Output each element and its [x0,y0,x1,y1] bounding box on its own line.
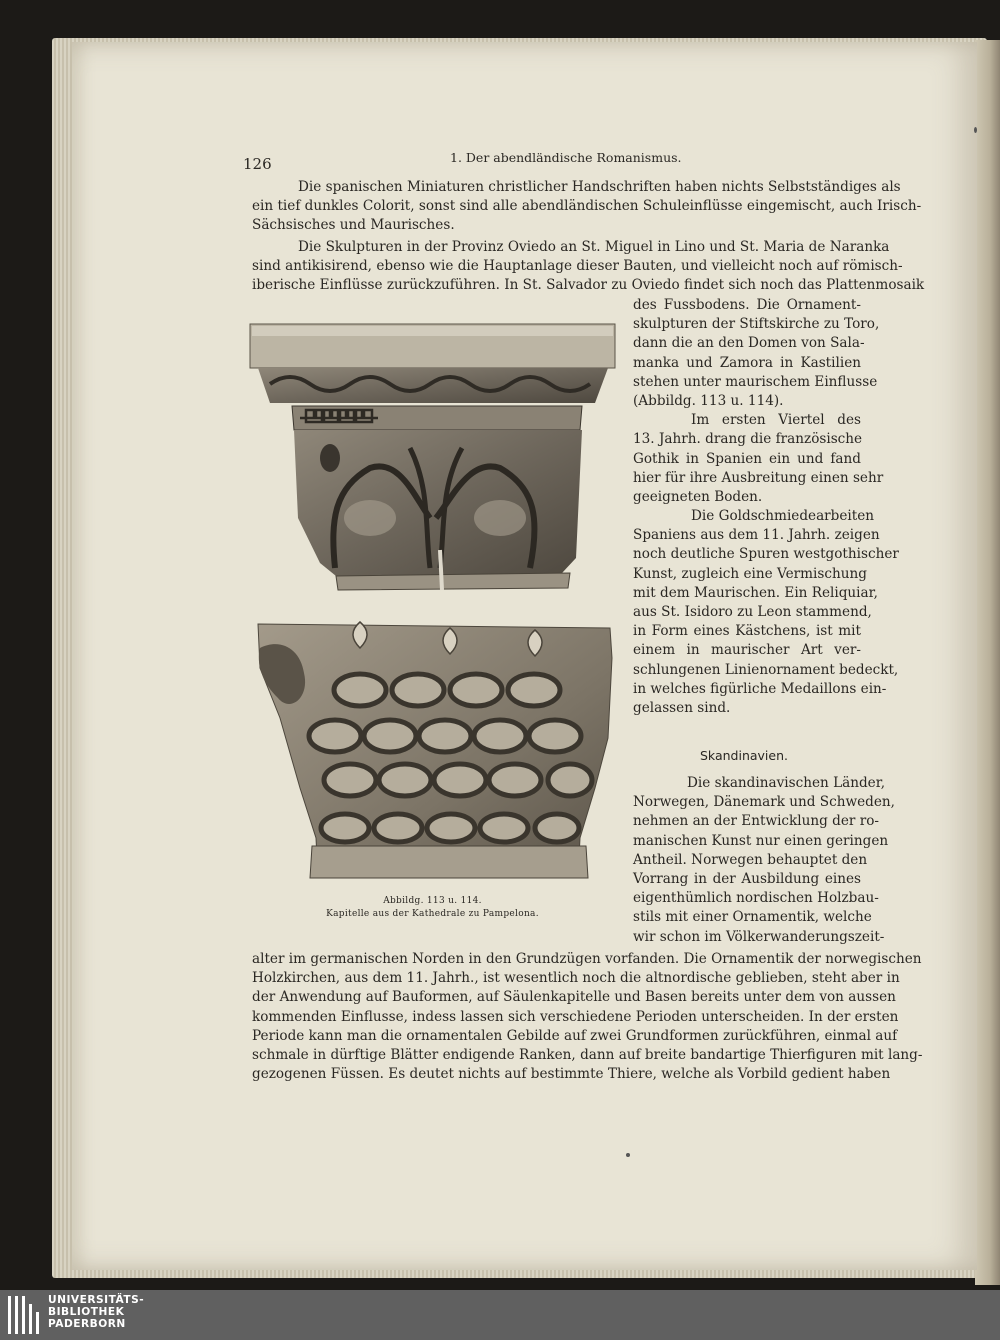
text-line: stehen unter maurischem Einflusse [633,373,878,390]
text-line: stils mit einer Ornamentik, welche [633,909,872,926]
figure-capitals [240,318,625,919]
text-line: Norwegen, Dänemark und Schweden, [633,794,895,811]
text-line: des Fussbodens. Die Ornament- [633,297,861,313]
column-text-spain [633,296,899,718]
text-line: einem in maurischer Art ver- [633,642,861,659]
text-line: hier für ihre Ausbreitung einen sehr [633,469,884,486]
text-line: in welches figürliche Medaillons ein- [633,680,887,697]
text-line: schmale in dürftige Blätter endigende Ranken, dann auf breite bandartige Thierfiguren mit lang- [252,1046,923,1063]
text-line: schlungenen Linienornament bedeckt, [633,661,899,678]
running-head: 1. Der abendländische Romanismus. [450,150,682,165]
page-number: 126 [243,155,272,173]
text-line: Antheil. Norwegen behauptet den [633,851,868,868]
text-line: wir schon im Völkerwanderungszeit- [633,928,885,945]
text-line: alter im germanischen Norden in den Grundzügen vorfanden. Die Ornamentik der norwegischen [252,951,922,967]
text-line: Spaniens aus dem 11. Jahrh. zeigen [633,527,880,544]
text-line: Die skandinavischen Länder, [687,775,886,791]
text-line: gezogenen Füssen. Es deutet nichts auf bestimmte Thiere, welche als Vorbild gedient haben [252,1066,891,1083]
text-line: in Form eines Kästchens, ist mit [633,623,861,640]
library-logo-icon [6,1294,42,1336]
text-line: dann die an den Domen von Sala- [633,335,865,352]
text-line: kommenden Einflusse, indess lassen sich verschiedene Perioden unterscheiden. In der ersten [252,1008,899,1025]
text-line: aus St. Isidoro zu Leon stammend, [633,604,872,620]
library-name [48,1294,144,1330]
capitals-illustration [240,318,625,893]
text-line: gelassen sind. [633,699,731,716]
text-line: Holzkirchen, aus dem 11. Jahrh., ist wesentlich noch die altnordische geblieben, steht aber in [252,970,900,987]
paragraph-norwegen [252,950,923,1084]
capital-114 [258,622,612,878]
text-line: Im ersten Viertel des [691,412,861,429]
text-line: Gothik in Spanien ein und fand [633,450,861,467]
text-line: mit dem Maurischen. Ein Reliquiar, [633,584,878,601]
library-name-line: UNIVERSITÄTS- [48,1294,145,1306]
text-line: Kunst, zugleich eine Vermischung [633,565,867,582]
text-line: Periode kann man die ornamentalen Gebilde auf zwei Grundformen zurückführen, einmal auf [252,1027,898,1044]
library-name-line: PADERBORN [48,1318,126,1330]
paragraph-skulpturen [252,238,925,296]
column-text-skandinavien [633,774,895,947]
text-line: eigenthümlich nordischen Holzbau- [633,890,879,907]
text-line: Sächsisches und Maurisches. [252,217,455,234]
text-line: 13. Jahrh. drang die französische [633,431,863,448]
text-line: manischen Kunst nur einen geringen [633,832,889,849]
text-line: noch deutliche Spuren westgothischer [633,546,899,563]
library-footer [0,1290,1000,1340]
right-page-edge [975,40,1000,1285]
page-speck [626,1153,630,1157]
text-line: Die Goldschmiedearbeiten [691,508,875,525]
text-line: ein tief dunkles Colorit, sonst sind alle abendländischen Schuleinflüsse eingemischt, auch Irisch- [252,198,922,215]
text-line: (Abbildg. 113 u. 114). [633,392,784,409]
text-line: manka und Zamora in Kastilien [633,354,861,371]
text-line: iberische Einflüsse zurückzuführen. In St. Salvador zu Oviedo findet sich noch das Plattenmosaik [252,277,925,294]
capital-113 [240,322,615,590]
text-line: Die spanischen Miniaturen christlicher Handschriften haben nichts Selbstständiges als [298,179,901,195]
section-heading: Skandinavien. [700,748,788,763]
text-line: sind antikisirend, ebenso wie die Hauptanlage dieser Bauten, und vielleicht noch auf römisch- [252,258,903,275]
text-line: geeigneten Boden. [633,488,763,505]
text-line: Die Skulpturen in der Provinz Oviedo an St. Miguel in Lino und St. Maria de Naranka [298,239,890,255]
text-line: Vorrang in der Ausbildung eines [633,870,861,887]
text-line: der Anwendung auf Bauformen, auf Säulenkapitelle und Basen bereits unter dem von aussen [252,989,896,1006]
figure-caption-number: Abbildg. 113 u. 114. [383,896,482,906]
paragraph-miniaturen [252,178,922,236]
figure-caption-text: Kapitelle aus der Kathedrale zu Pampelona. [326,909,539,919]
margin-mark [974,127,977,133]
text-line: skulpturen der Stiftskirche zu Toro, [633,316,880,333]
library-name-line: BIBLIOTHEK [48,1306,125,1318]
text-line: nehmen an der Entwicklung der ro- [633,813,880,830]
